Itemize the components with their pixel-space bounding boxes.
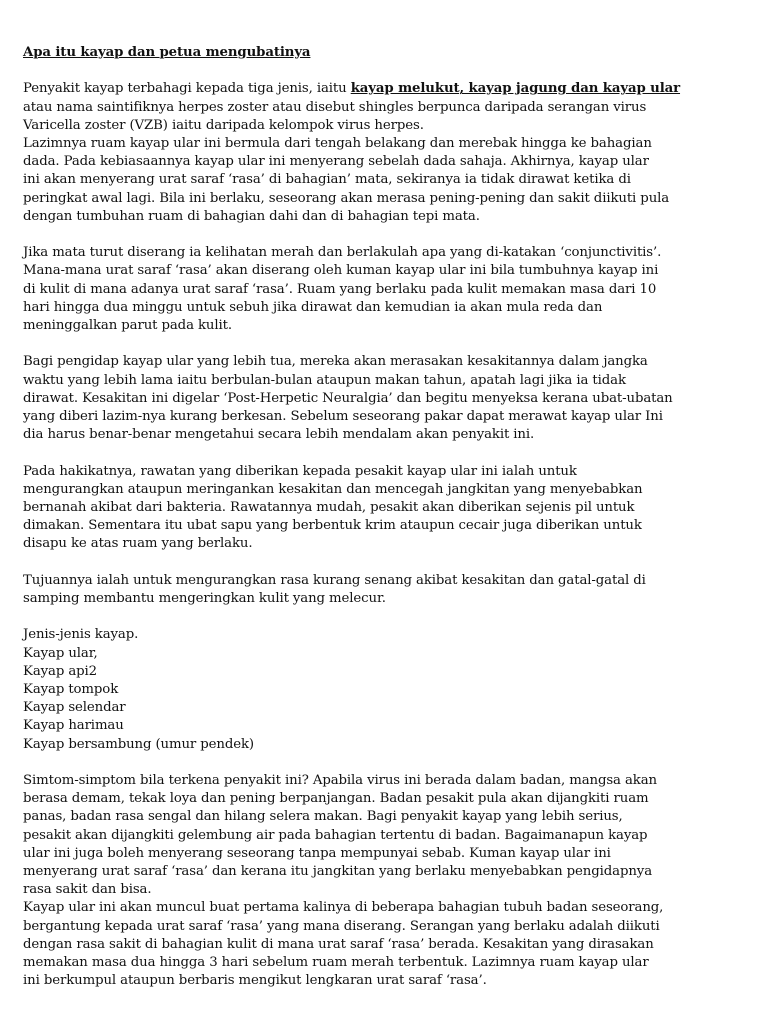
document-title: Apa itu kayap dan petua mengubatinya (23, 45, 311, 60)
list-item: Kayap tompok (23, 682, 119, 698)
paragraph-symptoms (23, 772, 751, 899)
list-item: Kayap harimau (23, 718, 124, 734)
intro-line-5: dada. Pada kebiasaannya kayap ular ini menyerang sebelah dada sahaja. Akhirnya, kayap ular (23, 154, 649, 170)
paragraph-treatment (23, 463, 751, 554)
intro-line-3: Varicella zoster (VZB) iaitu daripada kelompok virus herpes. (23, 117, 424, 133)
intro-line-8: dengan tumbuhan ruam di bahagian dahi dan di bahagian tepi mata. (23, 208, 480, 224)
paragraph-line: bergantung kepada urat saraf ‘rasa’ yang mana diserang. Serangan yang berlaku adalah diikuti (23, 918, 660, 934)
paragraph-line: dia harus benar-benar mengetahui secara lebih mendalam akan penyakit ini. (23, 427, 535, 443)
paragraph-line: Bagi pengidap kayap ular yang lebih tua, mereka akan merasakan kesakitannya dalam jangka (23, 354, 648, 370)
paragraph-line: Jika mata turut diserang ia kelihatan merah dan berlakulah apa yang di-katakan ‘conjunctivitis’. (23, 245, 662, 261)
paragraph-line: ular ini juga boleh menyerang seseorang tanpa mempunyai sebab. Kuman kayap ular ini (23, 845, 611, 861)
paragraph-intro (23, 80, 751, 226)
paragraph-line: rasa sakit dan bisa. (23, 882, 152, 898)
paragraph-line: waktu yang lebih lama iaitu berbulan-bulan ataupun makan tahun, apatah lagi jika ia tidak (23, 372, 626, 388)
paragraph-line: Kayap ular ini akan muncul buat pertama kalinya di beberapa bahagian tubuh badan seseorang, (23, 900, 664, 916)
paragraph-line: ini berkumpul ataupun berbaris mengikut lengkaran urat saraf ‘rasa’. (23, 973, 487, 989)
paragraph-line: di kulit di mana adanya urat saraf ‘rasa’. Ruam yang berlaku pada kulit memakan masa dari 10 (23, 281, 657, 297)
paragraph-line: pesakit akan dijangkiti gelembung air pada bahagian tertentu di badan. Bagaimanapun kayap (23, 827, 648, 843)
kayap-types-emphasis: kayap melukut, kayap jagung dan kayap ular (350, 81, 681, 97)
paragraph-conjunctivitis (23, 244, 751, 335)
intro-line-6: ini akan menyerang urat saraf ‘rasa’ di bahagian’ mata, sekiranya ia tidak dirawat ketika di (23, 172, 631, 188)
paragraph-line: disapu ke atas ruam yang berlaku. (23, 536, 253, 552)
paragraph-line: dengan rasa sakit di bahagian kulit di mana urat saraf ‘rasa’ berada. Kesakitan yang dirasakan (23, 936, 654, 952)
paragraph-line: dimakan. Sementara itu ubat sapu yang berbentuk krim ataupun cecair juga diberikan untuk (23, 518, 642, 534)
paragraph-line: meninggalkan parut pada kulit. (23, 318, 232, 334)
paragraph-line: yang diberi lazim-nya kurang berkesan. Sebelum seseorang pakar dapat merawat kayap ular Ini (23, 409, 663, 425)
paragraph-line: Tujuannya ialah untuk mengurangkan rasa kurang senang akibat kesakitan dan gatal-gatal di (23, 572, 646, 588)
paragraph-purpose (23, 572, 751, 608)
list-item: Kayap selendar (23, 700, 126, 716)
paragraph-line: memakan masa dua hingga 3 hari sebelum ruam merah terbentuk. Lazimnya ruam kayap ular (23, 955, 649, 971)
paragraph-line: samping membantu mengeringkan kulit yang melecur. (23, 591, 386, 607)
paragraph-line: Mana-mana urat saraf ‘rasa’ akan diserang oleh kuman kayap ular ini bila tumbuhnya kayap ini (23, 263, 659, 279)
list-item: Kayap ular, (23, 645, 98, 661)
paragraph-line: hari hingga dua minggu untuk sebuh jika dirawat dan kemudian ia akan mula reda dan (23, 299, 603, 315)
document-page (23, 44, 751, 990)
intro-line-2: atau nama saintifiknya herpes zoster atau disebut shingles berpunca daripada serangan virus (23, 99, 647, 115)
paragraph-line: berasa demam, tekak loya dan pening berpanjangan. Badan pesakit pula akan dijangkiti ruam (23, 791, 649, 807)
list-item: Kayap api2 (23, 663, 97, 679)
paragraph-line: mengurangkan ataupun meringankan kesakitan dan mencegah jangkitan yang menyebabkan (23, 481, 643, 497)
intro-line-1-text: Penyakit kayap terbahagi kepada tiga jenis, iaitu (23, 81, 351, 97)
paragraph-line: menyerang urat saraf ‘rasa’ dan kerana itu jangkitan yang berlaku menyebabkan pengidapnya (23, 864, 653, 880)
paragraph-line: panas, badan rasa sengal dan hilang selera makan. Bagi penyakit kayap yang lebih serius, (23, 809, 623, 825)
paragraph-line: Pada hakikatnya, rawatan yang diberikan kepada pesakit kayap ular ini ialah untuk (23, 463, 577, 479)
paragraph-line: Simtom-simptom bila terkena penyakit ini? Apabila virus ini berada dalam badan, mangsa akan (23, 773, 657, 789)
list-item: Kayap bersambung (umur pendek) (23, 736, 254, 752)
intro-line-7: peringkat awal lagi. Bila ini berlaku, seseorang akan merasa pening-pening dan sakit diikuti pula (23, 190, 670, 206)
paragraph-line: dirawat. Kesakitan ini digelar ‘Post-Herpetic Neuralgia’ dan begitu menyeksa kerana ubat-ubatan (23, 390, 673, 406)
intro-line-4: Lazimnya ruam kayap ular ini bermula dari tengah belakang dan merebak hingga ke bahagian (23, 136, 652, 151)
types-heading: Jenis-jenis kayap. (23, 627, 139, 643)
intro-line-1 (23, 80, 751, 98)
paragraph-onset (23, 899, 751, 990)
paragraph-older-patients (23, 353, 751, 444)
paragraph-line: bernanah akibat dari bakteria. Rawatannya mudah, pesakit akan diberikan sejenis pil untuk (23, 500, 635, 516)
types-list (23, 645, 751, 754)
